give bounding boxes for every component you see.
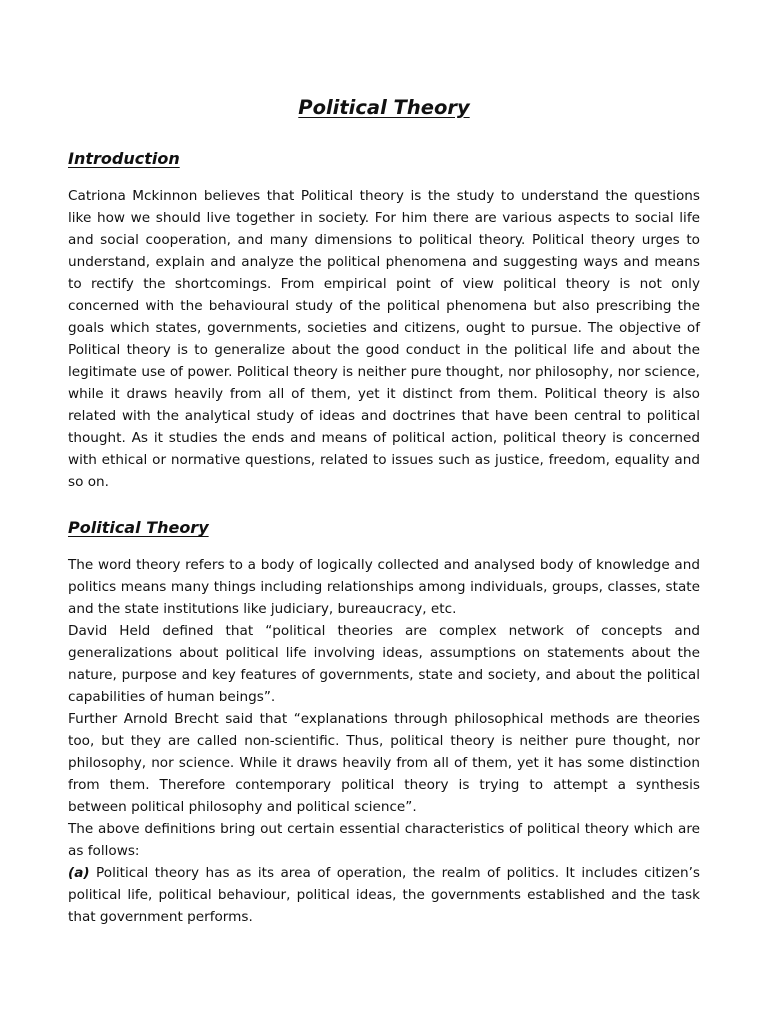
- definitions-intro-paragraph: The above definitions bring out certain essential characteristics of political theory which are as follows:: [68, 821, 700, 859]
- section-heading-political-theory: Political Theory: [68, 518, 209, 537]
- introduction-paragraph: Catriona Mckinnon believes that Political theory is the study to understand the questions like how we should live together in society. For him there are various aspects to social life and social cooperation, and many dimensions to political theory. Political theory urges to understand, explain and analyze the political phenomena and suggesting ways and means to rectify the shortcomings. From empirical point of view political theory is not only concerned with the behavioural study of the political phenomena but also prescribing the goals which states, governments, societies and citizens, ought to pursue. The objective of Political theory is to generalize about the good conduct in the political life and about the legitimate use of power. Political theory is neither pure thought, nor philosophy, nor science, while it draws heavily from all of them, yet it distinct from them. Political theory is also related with the analytical study of ideas and doctrines that have been central to political thought. As it studies the ends and means of political action, political theory is concerned with ethical or normative questions, related to issues such as justice, freedom, equality and so on.: [68, 188, 700, 490]
- point-a-text: Political theory has as its area of operation, the realm of politics. It includes citizen’s political life, political behaviour, political ideas, the governments established and the task that government performs.: [68, 865, 700, 925]
- point-a-paragraph: [68, 862, 700, 928]
- section-heading-introduction: Introduction: [68, 149, 180, 168]
- theory-definition-paragraph: The word theory refers to a body of logically collected and analysed body of knowledge and politics means many things including relationships among individuals, groups, classes, state and the state institutions like judiciary, bureaucracy, etc.: [68, 557, 700, 617]
- david-held-paragraph: David Held defined that “political theories are complex network of concepts and generalizations about political life involving ideas, assumptions on statements about the nature, purpose and key features of governments, state and society, and about the political capabilities of human beings”.: [68, 623, 700, 705]
- point-a-label: (a): [68, 865, 90, 881]
- document-title: Political Theory: [298, 96, 470, 119]
- arnold-brecht-paragraph: Further Arnold Brecht said that “explanations through philosophical methods are theories too, but they are called non-scientific. Thus, political theory is neither pure thought, nor philosophy, nor science. While it draws heavily from all of them, yet it has some distinction from them. Therefore contemporary political theory is trying to attempt a synthesis between political philosophy and political science”.: [68, 711, 700, 815]
